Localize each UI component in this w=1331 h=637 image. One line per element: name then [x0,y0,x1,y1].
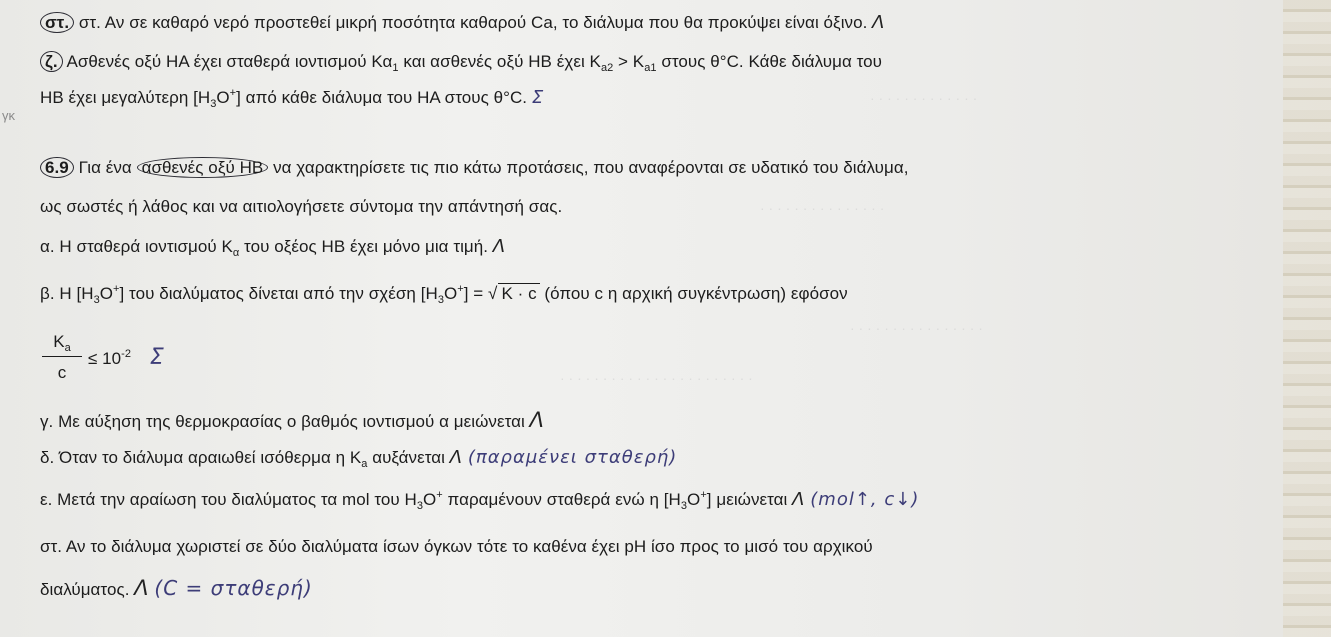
item-label: στ. [40,12,74,33]
handwritten-true-mark: Σ [149,345,165,370]
statement-text: O [423,490,437,509]
question-text: ως σωστές ή λάθος και να αιτιολογήσετε σύντομα την απάντησή σας. [40,197,563,216]
superscript: + [457,283,464,295]
statement-a [40,236,506,259]
superscript: + [436,489,443,501]
question-text: να χαρακτηρίσετε τις πιο κάτω προτάσεις, που αναφέρονται σε υδατικό του διάλυμα, [268,158,909,177]
handwritten-false-mark: Λ [872,12,886,33]
circled-phrase: ασθενές οξύ ΗΒ [137,157,269,178]
fraction-ka-over-c [42,332,82,383]
item-label: ζ. [40,51,63,72]
statement-d [40,447,677,470]
question-6-9-line2 [40,197,562,217]
statement-text: στ. Αν το διάλυμα χωριστεί σε δύο διαλύματα ίσων όγκων τότε το καθένα έχει pH ίσο προς το μισό του αρχικού [40,537,873,556]
question-number: 6.9 [40,157,74,178]
statement-e [40,489,919,512]
subscript: a1 [644,62,657,74]
statement-g [40,408,545,432]
subscript: 3 [416,500,423,512]
statement-text: O [216,88,230,107]
statement-text: ] του διαλύματος δίνεται από την σχέση [H [119,284,438,303]
statement-text: Ασθενές οξύ ΗΑ έχει σταθερά ιοντισμού Κα [66,52,393,71]
statement-text: O [443,284,458,303]
statement-st-line2 [40,576,313,600]
handwritten-note: (παραμένει σταθερή) [467,447,678,468]
subscript: α [232,247,240,259]
condition-text: ≤ 10 [88,349,122,368]
subscript: 3 [437,294,444,306]
statement-st-line1 [40,537,873,557]
subscript: a2 [600,62,614,74]
statement-text: ] = √ [463,284,498,303]
statement-b-condition [88,345,165,370]
statement-text: ε. Μετά την αραίωση του διαλύματος τα mol του H [40,490,417,509]
numerator-text: K [53,332,65,351]
fraction-denominator: c [57,363,67,382]
statement-text: δ. Όταν το διάλυμα αραιωθεί ισόθερμα η Κ [40,448,362,467]
subscript: a [361,458,368,470]
statement-text: > Κ [613,52,645,71]
statement-text: α. Η σταθερά ιοντισμού Κ [40,237,233,256]
statement-text: στ. Αν σε καθαρό νερό προστεθεί μικρή ποσότητα καθαρού Ca, το διάλυμα που θα προκύψει είναι όξινο. [78,13,868,32]
bleed-through-text: · · · · · · · · · · · · · · · · [850,320,983,336]
margin-fragment: γκ [2,108,15,123]
statement-text: (όπου c η αρχική συγκέντρωση) εφόσον [539,284,848,303]
statement-text: β. Η [H [40,284,94,303]
sqrt-expression: K · c [498,283,539,304]
statement-text: ΗΒ έχει μεγαλύτερη [H [40,88,211,107]
handwritten-false-mark: Λ [449,447,464,468]
statement-b [40,283,848,306]
statement-text: διαλύματος. [40,580,130,599]
statement-st-previous [40,12,885,33]
subscript: 3 [680,500,688,512]
bleed-through-text: · · · · · · · · · · · · · [870,90,978,106]
handwritten-true-mark: Σ [531,87,545,108]
handwritten-false-mark: Λ [134,576,150,600]
page-edge-binding [1283,0,1331,637]
subscript: 3 [210,98,217,110]
statement-text: του οξέος ΗΒ έχει μόνο μια τιμή. [239,237,489,256]
handwritten-false-mark: Λ [529,408,545,432]
subscript: 3 [93,294,100,306]
statement-text: ] από κάθε διάλυμα του ΗΑ στους θ°C. [236,88,528,107]
handwritten-false-mark: Λ [792,489,806,510]
statement-text: παραμένουν σταθερά ενώ η [H [442,490,681,509]
handwritten-note: (C = σταθερή) [154,576,313,600]
question-6-9-line1 [40,158,908,178]
statement-text: ] μειώνεται [706,490,788,509]
fraction-numerator [42,332,82,357]
superscript: + [700,489,707,501]
statement-text: στους θ°C. Κάθε διάλυμα του [656,52,883,71]
statement-text: και ασθενές οξύ ΗΒ έχει Κ [398,52,601,71]
superscript: + [113,283,120,295]
handwritten-note: (mol↑, c↓) [810,489,920,510]
subscript: 1 [392,62,399,74]
superscript: + [229,87,237,99]
superscript: -2 [121,348,132,360]
statement-text: γ. Με αύξηση της θερμοκρασίας ο βαθμός ιοντισμού α μειώνεται [40,412,525,431]
statement-text: O [99,284,114,303]
statement-text: O [687,490,701,509]
subscript: a [64,342,71,354]
statement-z-line1 [40,52,882,74]
bleed-through-text: · · · · · · · · · · · · · · · · · · · · · · · [560,370,753,386]
statement-text: αυξάνεται [367,448,445,467]
question-text: Για ένα [73,158,137,177]
bleed-through-text: · · · · · · · · · · · · · · · [760,200,885,216]
handwritten-false-mark: Λ [492,236,507,257]
statement-z-line2 [40,87,544,110]
